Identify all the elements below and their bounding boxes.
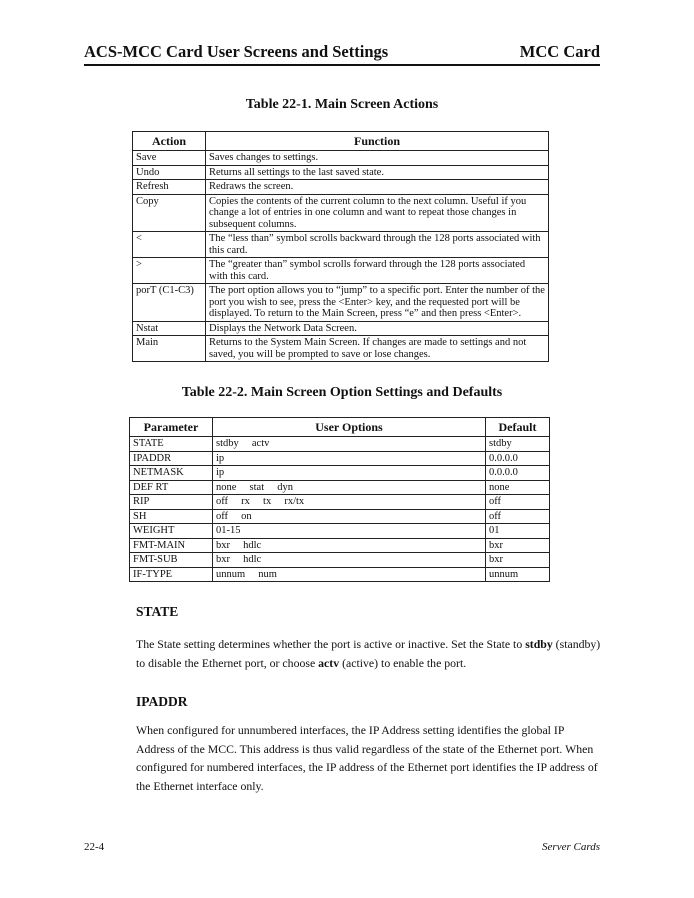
- table-row: [130, 495, 550, 510]
- header-section: MCC Card: [519, 42, 600, 61]
- table-cell: bxr hdlc: [213, 553, 486, 568]
- table-row: [130, 480, 550, 495]
- table-row: [133, 232, 549, 258]
- table-cell: FMT-SUB: [130, 553, 213, 568]
- table-row: [130, 524, 550, 539]
- table-cell: stdby actv: [213, 437, 486, 452]
- table-row: [133, 180, 549, 195]
- state-text-1: The State setting determines whether the port is active or inactive. Set the State to: [136, 637, 526, 651]
- table-row: [133, 165, 549, 180]
- table-cell: STATE: [130, 437, 213, 452]
- table-row: [133, 284, 549, 322]
- table-cell: bxr hdlc: [213, 538, 486, 553]
- table-row: [130, 567, 550, 582]
- table-cell: off on: [213, 509, 486, 524]
- page-number: 22-4: [84, 841, 105, 853]
- table-header-row: [133, 132, 549, 151]
- state-actv-term: actv: [318, 655, 340, 670]
- state-stdby-term: stdby: [525, 637, 553, 651]
- option-settings-table: [129, 417, 550, 582]
- table-cell: unnum num: [213, 567, 486, 582]
- table-header-row: [130, 418, 550, 437]
- table-cell: bxr: [486, 553, 550, 568]
- ipaddr-heading: IPADDR: [136, 694, 188, 709]
- column-header-function: Function: [206, 132, 549, 151]
- state-text-3: (active) to enable the port.: [339, 655, 467, 670]
- table-row: [133, 321, 549, 336]
- table-cell: stdby: [486, 437, 550, 452]
- table-cell: off: [486, 495, 550, 510]
- table-cell: off: [486, 509, 550, 524]
- table-cell: DEF RT: [130, 480, 213, 495]
- table-cell: The “greater than” symbol scrolls forward through the 128 ports associated with this card.: [206, 258, 549, 284]
- ipaddr-paragraph: When configured for unnumbered interfaces, the IP Address setting identifies the global IP Address of the MCC. This address is thus valid regardless of the state of the Ethernet port. When configured for numbered interfaces, the IP address of the Ethernet port identifies the IP address of the Ethernet interface only.: [136, 723, 598, 793]
- table-cell: The “less than” symbol scrolls backward through the 128 ports associated with this card.: [206, 232, 549, 258]
- column-header-default: Default: [486, 418, 550, 437]
- table-row: [130, 437, 550, 452]
- column-header-action: Action: [133, 132, 206, 151]
- table-cell: Returns all settings to the last saved state.: [206, 165, 549, 180]
- table-cell: off rx tx rx/tx: [213, 495, 486, 510]
- table-cell: Copy: [133, 194, 206, 232]
- table-cell: <: [133, 232, 206, 258]
- table-row: [130, 538, 550, 553]
- table-cell: Main: [133, 336, 206, 362]
- table-row: [130, 466, 550, 481]
- state-paragraph: [136, 635, 604, 672]
- table-cell: ip: [213, 466, 486, 481]
- table-cell: IF-TYPE: [130, 567, 213, 582]
- table-cell: none: [486, 480, 550, 495]
- table-cell: ip: [213, 451, 486, 466]
- table-row: [133, 194, 549, 232]
- main-screen-actions-table: [132, 131, 549, 362]
- table-cell: RIP: [130, 495, 213, 510]
- table-cell: SH: [130, 509, 213, 524]
- column-header-user-options: User Options: [213, 418, 486, 437]
- table-row: [133, 151, 549, 166]
- table-cell: Displays the Network Data Screen.: [206, 321, 549, 336]
- table-cell: IPADDR: [130, 451, 213, 466]
- table1-caption: Table 22-1. Main Screen Actions: [245, 97, 439, 112]
- state-heading: STATE: [136, 604, 179, 619]
- table-cell: none stat dyn: [213, 480, 486, 495]
- table-cell: Save: [133, 151, 206, 166]
- page-header: [84, 42, 600, 66]
- table-cell: WEIGHT: [130, 524, 213, 539]
- table-cell: NETMASK: [130, 466, 213, 481]
- table-cell: 0.0.0.0: [486, 451, 550, 466]
- column-header-parameter: Parameter: [130, 418, 213, 437]
- table-cell: >: [133, 258, 206, 284]
- table-cell: porT (C1-C3): [133, 284, 206, 322]
- table-cell: Nstat: [133, 321, 206, 336]
- header-title: ACS-MCC Card User Screens and Settings: [84, 42, 389, 61]
- table-cell: Returns to the System Main Screen. If changes are made to settings and not saved, you will be prompted to save or lose changes.: [206, 336, 549, 362]
- book-title: Server Cards: [542, 841, 600, 853]
- table-cell: Saves changes to settings.: [206, 151, 549, 166]
- table2-caption: Table 22-2. Main Screen Option Settings and Defaults: [181, 385, 503, 400]
- state-text-2: (standby) to disable the Ethernet port, or choose: [136, 637, 601, 670]
- table-cell: bxr: [486, 538, 550, 553]
- table-cell: Copies the contents of the current column to the next column. Useful if you change a lot of entries in one column and want to repeat those changes in subsequent columns.: [206, 194, 549, 232]
- table-row: [130, 553, 550, 568]
- table-row: [133, 336, 549, 362]
- table-cell: FMT-MAIN: [130, 538, 213, 553]
- table-cell: unnum: [486, 567, 550, 582]
- table-row: [133, 258, 549, 284]
- table-row: [130, 451, 550, 466]
- table-cell: Refresh: [133, 180, 206, 195]
- table-cell: Undo: [133, 165, 206, 180]
- table-row: [130, 509, 550, 524]
- table-cell: 0.0.0.0: [486, 466, 550, 481]
- table-cell: 01: [486, 524, 550, 539]
- table-cell: Redraws the screen.: [206, 180, 549, 195]
- table-cell: The port option allows you to “jump” to a specific port. Enter the number of the port you wish to see, press the <Enter> key, and the requested port will be displayed. To return to the Main Screen, press “e” and then press <Enter>.: [206, 284, 549, 322]
- table-cell: 01-15: [213, 524, 486, 539]
